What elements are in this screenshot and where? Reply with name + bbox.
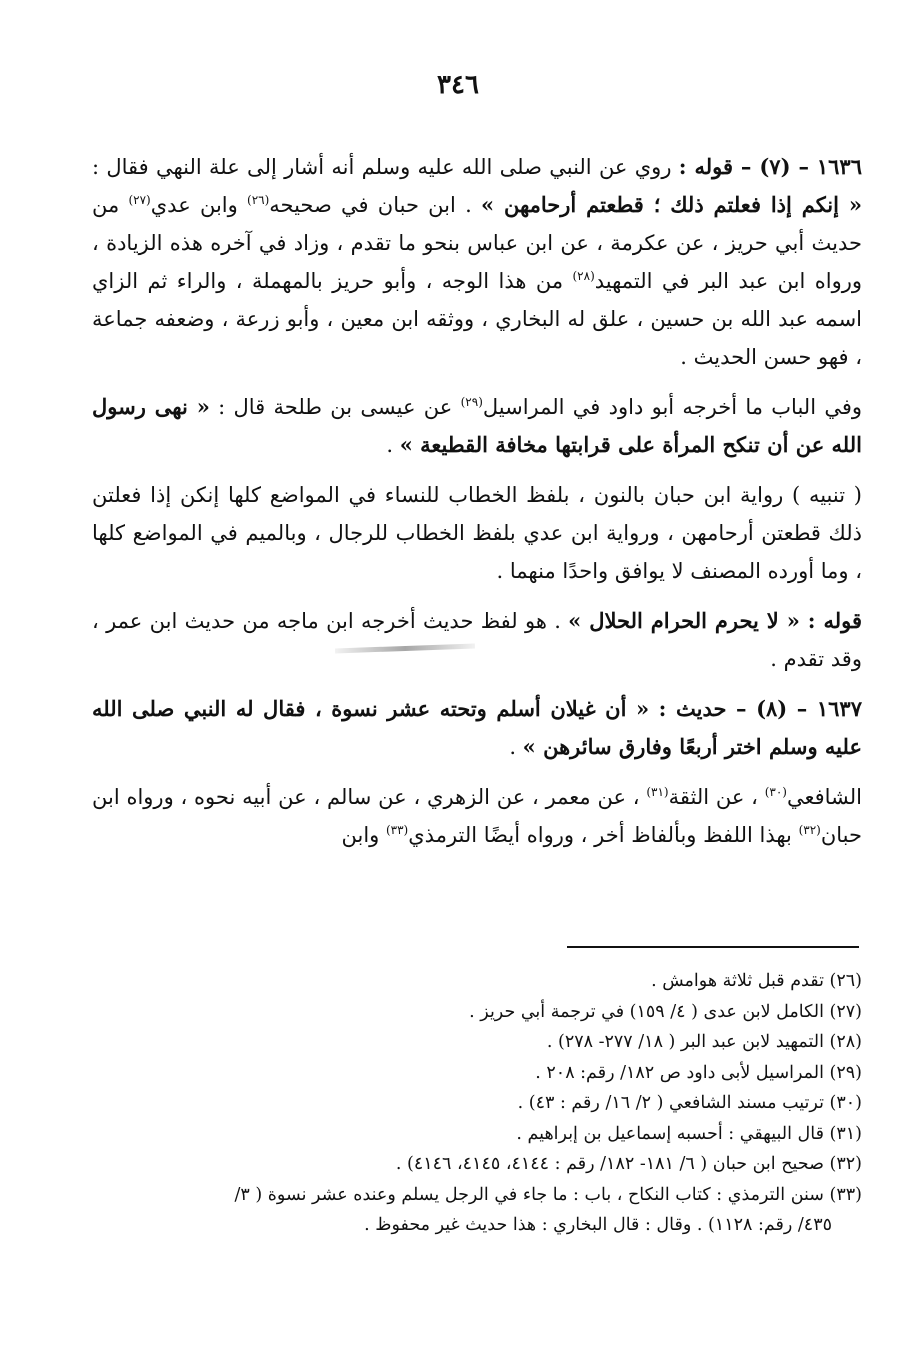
paragraph-text: ( تنبيه ) رواية ابن حبان بالنون ، بلفظ الخطاب للنساء في المواضع كلها إنكن إذا فعلتن ذلك قطعتن أرحامهن ، ورواية ابن عدي بلفظ الخطاب للرجال ، وبالميم في المواضع كلها ، وما أورده المصنف لا يوافق واحدًا منهما . [92, 483, 862, 583]
footnote-ref-32[interactable]: (٣٢) [798, 823, 821, 837]
paragraph-text: عن عيسى بن طلحة قال : [209, 395, 461, 419]
footnote-30: (٣٠) ترتيب مسند الشافعي ( ٢/ ١٦/ رقم : ٤٣) . [517, 1093, 862, 1113]
paragraph-hadith-1636 [92, 148, 862, 376]
footnote-33: (٣٣) سنن الترمذي : كتاب النكاح ، باب : ما جاء في الرجل يسلم وعنده عشر نسوة ( ٣/ [234, 1184, 862, 1205]
footnote-29: (٢٩) المراسيل لأبى داود ص ١٨٢/ رقم: ٢٠٨ . [535, 1062, 862, 1083]
footnote-ref-31[interactable]: (٣١) [646, 785, 669, 799]
footnote-27: (٢٧) الكامل لابن عدى ( ٤/ ١٥٩) في ترجمة أبي حريز . [469, 1001, 862, 1022]
paragraph-text: من هذا الوجه ، وأبو حريز بالمهملة ، والراء ثم الزاي اسمه عبد الله بن حسين ، علق له البخاري ، ووثقه ابن معين ، وأبو زرعة ، وضعفه جماعة ، فهو حسن الحديث . [92, 269, 862, 369]
footnotes [140, 966, 862, 1241]
footnote-divider [567, 946, 859, 948]
paragraph-text: . [509, 735, 523, 759]
paragraph-text: بهذا اللفظ وبألفاظ أخر ، ورواه أيضًا الترمذي [408, 823, 799, 847]
page-number: ٣٤٦ [437, 70, 479, 100]
paragraph-tanbih [92, 476, 862, 590]
footnote-ref-30[interactable]: (٣٠) [764, 785, 787, 799]
footnote-ref-28[interactable]: (٢٨) [572, 269, 595, 283]
hadith-lead: ١٦٣٧ – (٨) – حديث : « أن غيلان أسلم وتحته عشر نسوة ، فقال له النبي صلى الله عليه وسلم اختر أربعًا وفارق سائرهن » [92, 696, 862, 759]
footnote-ref-29[interactable]: (٢٩) [460, 395, 483, 409]
footnote-26: (٢٦) تقدم قبل ثلاثة هوامش . [651, 971, 862, 991]
paragraph-text: . [386, 433, 400, 457]
hadith-lead: قوله : « لا يحرم الحرام الحلال » [568, 608, 862, 633]
paragraph-la-yuharrim [92, 602, 862, 678]
paragraph-text: وابن [341, 823, 386, 847]
hadith-quote: « إنكم إذا فعلتم ذلك ؛ قطعتم أرحامهن » [480, 192, 862, 217]
footnote-ref-26[interactable]: (٢٦) [247, 193, 270, 207]
hadith-lead: ١٦٣٦ – (٧) – قوله : [678, 154, 862, 179]
footnote-33-continued: ٤٣٥/ رقم: ١١٢٨) . وقال : قال البخاري : هذا حديث غير محفوظ . [364, 1215, 832, 1235]
footnote-31: (٣١) قال البيهقي : أحسبه إسماعيل بن إبراهيم . [516, 1123, 862, 1144]
footnote-ref-33[interactable]: (٣٣) [385, 823, 409, 837]
footnote-28: (٢٨) التمهيد لابن عبد البر ( ١٨/ ٢٧٧- ٢٧٨) . [546, 1032, 862, 1052]
paragraph-text: . ابن حبان في صحيحه [269, 193, 481, 217]
paragraph-text: من حديث أبي حريز ، عن عكرمة ، عن ابن عباس بنحو ما تقدم ، وزاد في آخره هذه الزيادة ، ورواه ابن عبد البر في التمهيد [92, 193, 862, 293]
hadith-quote: « نهى رسول الله عن أن تنكح المرأة على قرابتها مخافة القطيعة » [92, 394, 862, 457]
paragraph-text: وابن عدي [150, 193, 247, 217]
paragraph-text: وفي الباب ما أخرجه أبو داود في المراسيل [482, 395, 862, 419]
paragraph-text: ، عن معمر ، عن الزهري ، عن سالم ، عن أبيه نحوه ، ورواه ابن حبان [92, 785, 862, 847]
paragraph-shafii [92, 778, 862, 854]
paragraph-text: الشافعي [786, 785, 862, 809]
paragraph-maraseel [92, 388, 862, 464]
footnote-ref-27[interactable]: (٢٧) [128, 193, 151, 207]
paragraph-text: روي عن النبي صلى الله عليه وسلم أنه أشار إلى علة النهي فقال : [92, 155, 679, 179]
paragraph-text: ، عن الثقة [668, 785, 765, 809]
footnote-32: (٣٢) صحيح ابن حبان ( ٦/ ١٨١- ١٨٢/ رقم : ٤١٤٤، ٤١٤٥، ٤١٤٦) . [395, 1154, 862, 1174]
paragraph-hadith-1637 [92, 690, 862, 766]
paragraph-text: . هو لفظ حديث أخرجه ابن ماجه من حديث ابن عمر ، وقد تقدم . [92, 609, 862, 671]
main-text [92, 148, 862, 866]
